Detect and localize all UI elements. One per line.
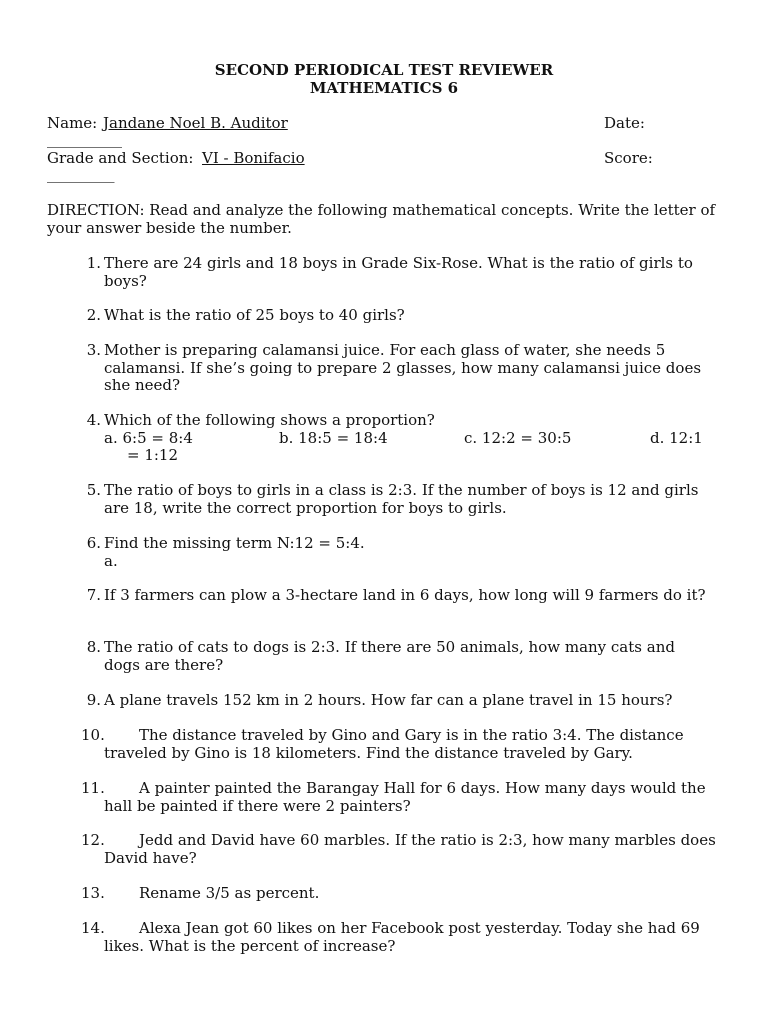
question-3 <box>47 342 727 395</box>
question-text: Mother is preparing calamansi juice. For each glass of water, she needs 5 calamansi. If she’s going to prepare 2 glasses, how many calamansi juice does she need? <box>104 341 702 394</box>
grade-section-label: Grade and Section: <box>47 149 194 167</box>
option-a: a. 6:5 = 8:4 <box>104 428 193 447</box>
question-number: 8. <box>86 638 101 656</box>
question-text: Which of the following shows a proportion? <box>104 411 435 429</box>
name-label: Name: <box>47 114 98 132</box>
question-text: The ratio of cats to dogs is 2:3. If there are 50 animals, how many cats and dogs are there? <box>104 638 675 674</box>
question-7 <box>47 587 727 605</box>
question-number: 5. <box>86 481 101 499</box>
question-5 <box>47 482 727 517</box>
question-number: 3. <box>86 341 101 359</box>
question-4 <box>47 412 727 465</box>
question-number: 7. <box>86 586 101 604</box>
question-text: The ratio of boys to girls in a class is 2:3. If the number of boys is 12 and girls are 18, write the correct proportion for boys to girls. <box>104 481 699 517</box>
question-number: 2. <box>86 306 101 324</box>
question-12 <box>47 832 727 867</box>
question-text: There are 24 girls and 18 boys in Grade Six-Rose. What is the ratio of girls to boys? <box>104 254 693 290</box>
answer-options <box>104 430 727 448</box>
question-11 <box>47 780 727 815</box>
score-label: Score: <box>604 149 653 167</box>
option-c: c. 12:2 = 30:5 <box>464 428 572 447</box>
name-value: Jandane Noel B. Auditor <box>103 114 288 132</box>
question-8 <box>47 639 727 674</box>
question-text: Alexa Jean got 60 likes on her Facebook post yesterday. Today she had 69 likes. What is the percent of increase? <box>104 919 700 955</box>
question-number: 11. <box>81 779 105 797</box>
grade-section-value: VI - Bonifacio <box>202 149 305 167</box>
question-text: Find the missing term N:12 = 5:4. <box>104 534 365 552</box>
question-13 <box>47 885 727 903</box>
question-sub-item: a. <box>104 551 118 570</box>
question-1 <box>47 255 727 290</box>
question-number: 1. <box>86 254 101 272</box>
question-text: If 3 farmers can plow a 3-hectare land in 6 days, how long will 9 farmers do it? <box>104 586 706 604</box>
question-number: 4. <box>86 411 101 429</box>
question-text: A plane travels 152 km in 2 hours. How far can a plane travel in 15 hours? <box>104 691 673 709</box>
document-subtitle: MATHEMATICS 6 <box>309 79 459 97</box>
question-number: 6. <box>86 534 101 552</box>
document-title: SECOND PERIODICAL TEST REVIEWER <box>214 61 554 79</box>
date-label: Date: <box>604 114 645 132</box>
option-b: b. 18:5 = 18:4 <box>279 428 388 447</box>
date-blank: __________ <box>47 130 122 148</box>
question-number: 14. <box>81 919 105 937</box>
question-text: Jedd and David have 60 marbles. If the ratio is 2:3, how many marbles does David have? <box>104 831 716 867</box>
question-14 <box>47 920 727 955</box>
question-10 <box>47 727 727 762</box>
question-number: 9. <box>86 691 101 709</box>
question-9 <box>47 692 727 710</box>
question-6 <box>47 535 727 570</box>
option-d-continuation: = 1:12 <box>127 446 179 464</box>
question-number: 10. <box>81 726 105 744</box>
question-text: Rename 3/5 as percent. <box>139 884 320 902</box>
question-text: The distance traveled by Gino and Gary is in the ratio 3:4. The distance traveled by Gino is 18 kilometers. Find the distance traveled by Gary. <box>104 726 684 762</box>
score-blank: _________ <box>47 165 115 183</box>
question-text: What is the ratio of 25 boys to 40 girls? <box>104 306 405 324</box>
question-number: 13. <box>81 884 105 902</box>
question-text: A painter painted the Barangay Hall for 6 days. How many days would the hall be painted if there were 2 painters? <box>104 779 706 815</box>
question-2 <box>47 307 727 325</box>
direction-text: DIRECTION: Read and analyze the following mathematical concepts. Write the letter of your answer beside the number. <box>47 201 716 237</box>
option-d: d. 12:1 <box>650 428 703 447</box>
question-number: 12. <box>81 831 105 849</box>
